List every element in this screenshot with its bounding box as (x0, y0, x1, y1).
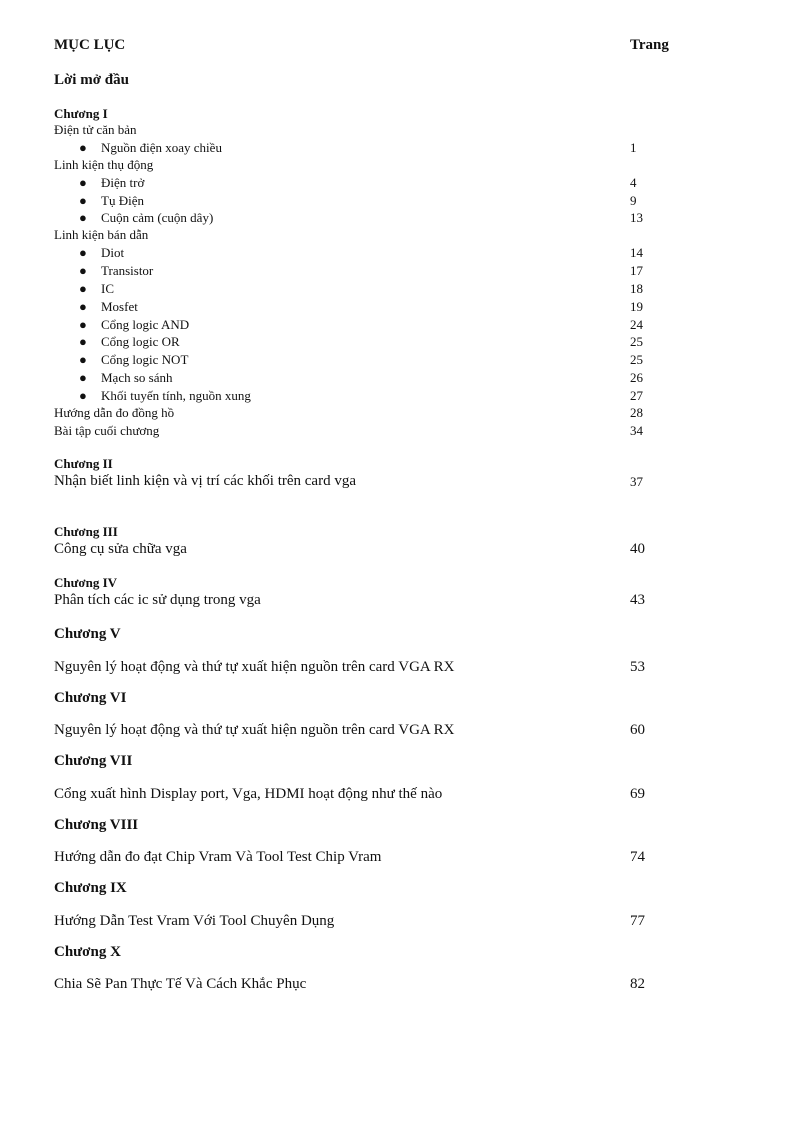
entry-label: Nguồn điện xoay chiều (101, 140, 222, 155)
entry-page: 9 (630, 193, 637, 208)
bullet-icon: ● (79, 317, 87, 332)
entry-label: Hướng dẫn đo đạt Chip Vram Và Tool Test Chip Vram (54, 849, 382, 865)
bullet-icon: ● (79, 281, 87, 296)
entry-page: 43 (630, 592, 645, 608)
entry-page: 18 (630, 281, 643, 296)
entry-page: 69 (630, 786, 645, 802)
entry-page: 74 (630, 849, 645, 865)
entry-page: 37 (630, 474, 643, 489)
toc-title: MỤC LỤC (54, 37, 126, 53)
entry-label: Cổng logic AND (101, 317, 190, 332)
bullet-icon: ● (79, 370, 87, 385)
entry-label: Cổng logic NOT (101, 352, 189, 367)
entry-label: Cổng logic OR (101, 334, 180, 349)
bullet-icon: ● (79, 352, 87, 367)
chapter-title: Chương II (54, 456, 113, 471)
bullet-icon: ● (79, 334, 87, 349)
entry-page: 26 (630, 370, 643, 385)
entry-page: 19 (630, 299, 643, 314)
entry-label: Tụ Điện (101, 193, 144, 208)
chapter-title: Chương VII (54, 753, 133, 769)
page-column-header: Trang (630, 37, 669, 53)
entry-label: Khối tuyến tính, nguồn xung (101, 388, 251, 403)
bullet-icon: ● (79, 140, 87, 155)
chapter-title: Chương IV (54, 575, 118, 590)
entry-label: Chia Sẽ Pan Thực Tế Và Cách Khắc Phục (54, 976, 307, 992)
entry-label: Cuộn cảm (cuộn dây) (101, 210, 214, 225)
bullet-icon: ● (79, 245, 87, 260)
entry-label: Cổng xuất hình Display port, Vga, HDMI hoạt động như thế nào (54, 786, 443, 802)
entry-page: 25 (630, 352, 643, 367)
chapter-title: Chương VI (54, 690, 127, 706)
entry-label: Mạch so sánh (101, 370, 173, 385)
entry-label: IC (101, 281, 114, 296)
entry-page: 27 (630, 388, 643, 403)
bullet-icon: ● (79, 299, 87, 314)
chapter-title: Chương I (54, 106, 108, 121)
bullet-icon: ● (79, 263, 87, 278)
entry-page: 28 (630, 405, 643, 420)
chapter-title: Chương V (54, 626, 121, 642)
entry-label: Nguyên lý hoạt động và thứ tự xuất hiện nguồn trên card VGA RX (54, 659, 455, 675)
entry-page: 24 (630, 317, 643, 332)
chapter-title: Chương VIII (54, 817, 139, 833)
bullet-icon: ● (79, 210, 87, 225)
entry-page: 4 (630, 175, 637, 190)
chapter-title: Chương X (54, 944, 121, 960)
entry-page: 82 (630, 976, 645, 992)
entry-page: 13 (630, 210, 643, 225)
entry-page: 17 (630, 263, 643, 278)
bullet-icon: ● (79, 193, 87, 208)
entry-label: Linh kiện thụ động (54, 157, 154, 172)
entry-page: 77 (630, 913, 645, 929)
entry-page: 25 (630, 334, 643, 349)
entry-label: Diot (101, 245, 125, 260)
entry-page: 34 (630, 423, 643, 438)
bullet-icon: ● (79, 175, 87, 190)
entry-label: Linh kiện bán dẫn (54, 227, 149, 242)
entry-label: Bài tập cuối chương (54, 423, 160, 438)
entry-label: Công cụ sửa chữa vga (54, 541, 187, 557)
chapter-title: Chương III (54, 524, 118, 539)
entry-label: Hướng Dẫn Test Vram Với Tool Chuyên Dụng (54, 913, 335, 929)
chapter-title: Chương IX (54, 880, 127, 896)
entry-label: Điện trở (101, 175, 145, 190)
entry-label: Hướng dẫn đo đồng hồ (54, 405, 175, 420)
entry-page: 1 (630, 140, 637, 155)
bullet-icon: ● (79, 388, 87, 403)
preface-label: Lời mở đầu (54, 72, 129, 88)
entry-label: Mosfet (101, 299, 138, 314)
entry-page: 60 (630, 722, 645, 738)
entry-page: 53 (630, 659, 645, 675)
entry-label: Nhận biết linh kiện và vị trí các khối trên card vga (54, 473, 356, 489)
entry-label: Điện tử căn bản (54, 122, 137, 137)
entry-label: Phân tích các ic sử dụng trong vga (54, 592, 261, 608)
entry-label: Transistor (101, 263, 154, 278)
entry-label: Nguyên lý hoạt động và thứ tự xuất hiện nguồn trên card VGA RX (54, 722, 455, 738)
entry-page: 40 (630, 541, 645, 557)
entry-page: 14 (630, 245, 643, 260)
